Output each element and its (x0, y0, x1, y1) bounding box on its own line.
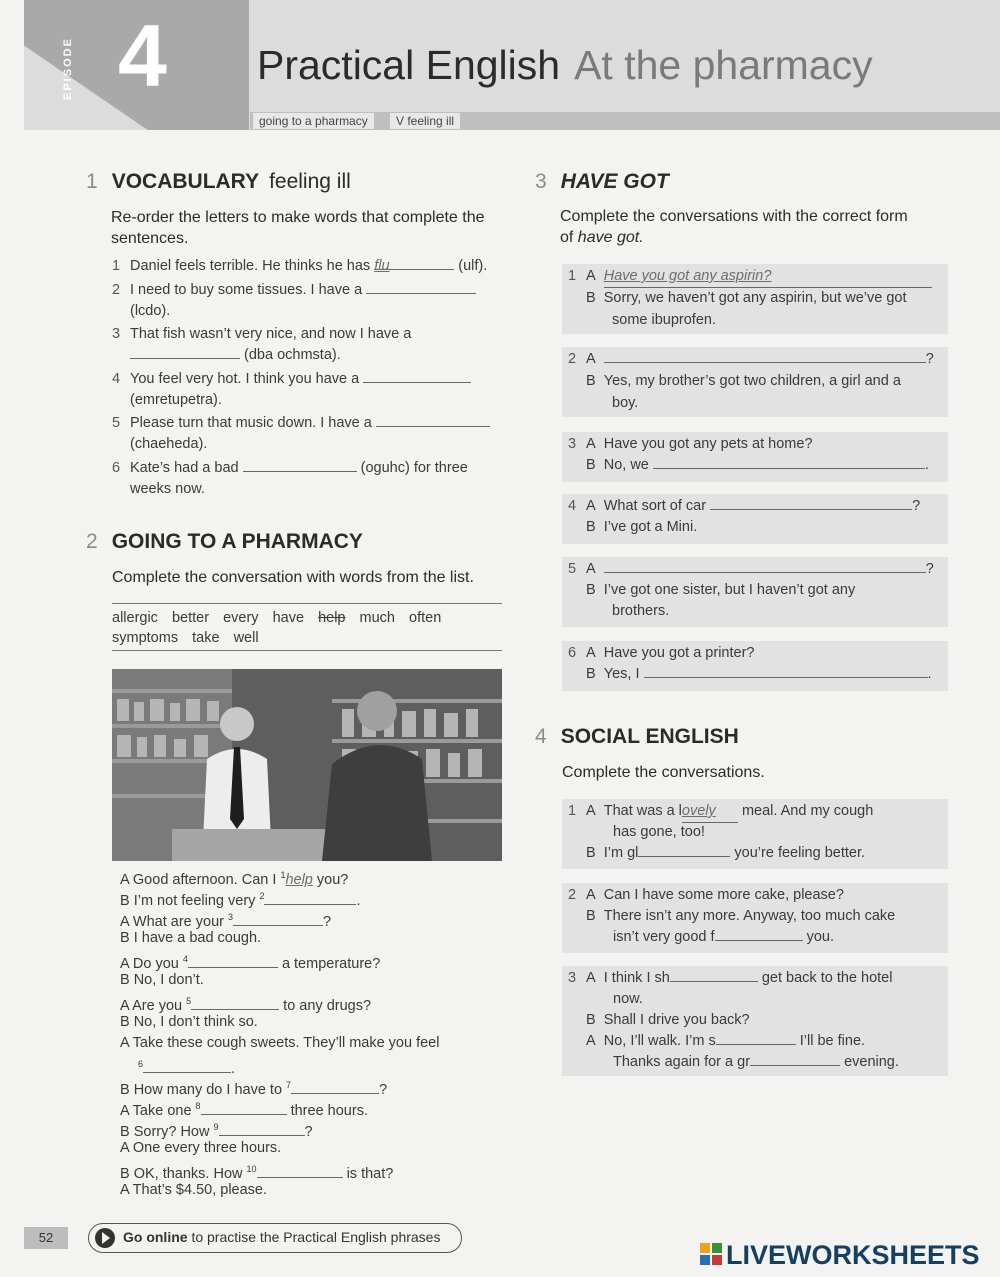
have-got-4-a (568, 496, 920, 517)
section-title: GOING TO A PHARMACY (111, 530, 363, 553)
line-text: Are you (132, 997, 183, 1014)
line-text: Sorry? How (133, 1123, 210, 1140)
speaker: A (120, 913, 129, 930)
have-got-2-b2: boy. (612, 395, 639, 411)
social-1-a2: has gone, too! (613, 824, 705, 840)
line-text: Yes, I (603, 666, 640, 682)
speaker-b: B (586, 845, 596, 861)
speaker: A (120, 1140, 129, 1156)
social-3-a (568, 968, 892, 989)
have-got-1-b2: some ibuprofen. (612, 312, 716, 328)
social-blank-3a[interactable] (670, 968, 758, 982)
speaker: B (120, 1014, 130, 1030)
have-got-5-b (568, 580, 855, 601)
line-text: Do you (132, 955, 179, 972)
item-text: I need to buy some tissues. I have a (130, 282, 363, 298)
have-got-3-b (568, 455, 929, 476)
section-title: SOCIAL ENGLISH (560, 725, 739, 748)
speaker-a: A (586, 1033, 596, 1049)
line-text-end: . (231, 1060, 236, 1077)
word-better: better (171, 610, 210, 626)
speaker: A (120, 1182, 129, 1198)
item-number: 2 (568, 887, 577, 903)
line-text-end: to any drugs? (283, 997, 372, 1014)
item-number: 3 (568, 436, 577, 452)
item-text: Please turn that music down. I have a (130, 415, 372, 431)
social-3-a4 (613, 1052, 899, 1073)
section-2-instructions: Complete the conversation with words from the list. (112, 569, 474, 586)
gap-number: 5 (186, 996, 192, 1006)
section-1-instructions: Re-order the letters to make words that complete the sentences. (111, 209, 485, 247)
item-text: Kate’s had a bad (130, 460, 239, 476)
social-blank-3b[interactable] (716, 1031, 796, 1045)
social-3-a3 (568, 1031, 865, 1052)
line-text: OK, thanks. How (133, 1165, 243, 1182)
liveworksheets-logo-icon (700, 1243, 722, 1265)
item-number: 5 (568, 561, 577, 577)
word-well: well (233, 630, 259, 646)
line-text-end: ? (304, 1123, 313, 1140)
filled-answer[interactable]: Have you got any aspirin? (604, 266, 932, 288)
line-text-end: you? (316, 871, 349, 888)
word-take: take (192, 630, 220, 646)
have-got-4-b (568, 517, 697, 538)
dialogue-blank-7[interactable] (291, 1080, 379, 1094)
title-sub: At the pharmacy (574, 42, 873, 88)
speaker-a: A (586, 498, 596, 514)
speaker-b: B (586, 457, 596, 473)
page-number: 52 (24, 1227, 68, 1249)
section-3-heading (535, 170, 669, 194)
item-text: Daniel feels terrible. He thinks he has (130, 258, 371, 274)
speaker-b: B (586, 519, 596, 535)
dialogue-line-14 (120, 1138, 281, 1159)
line-text: Yes, my brother’s got two children, a girl and a (603, 373, 901, 389)
vocab-item-3 (112, 324, 411, 345)
speaker: B (120, 892, 130, 909)
dialogue-line-6 (120, 970, 204, 991)
speaker: B (120, 1081, 130, 1098)
have-got-blank-5[interactable] (604, 559, 926, 573)
speaker: B (120, 1123, 130, 1140)
gap-number: 4 (182, 954, 188, 964)
line-text: Good afternoon. Can I (132, 871, 277, 888)
line-end: ? (925, 561, 934, 577)
dialogue-line-8 (120, 1012, 258, 1033)
line-text: I’ve got a Mini. (603, 519, 698, 535)
dialogue-blank-8[interactable] (201, 1101, 287, 1115)
item-text: That fish wasn’t very nice, and now I have a (130, 326, 412, 342)
section-3-instructions (560, 206, 960, 248)
item-number: 1 (568, 803, 577, 819)
dialogue-blank-10[interactable] (257, 1164, 343, 1178)
topic-strip (250, 112, 1000, 130)
answer-blank-5[interactable] (376, 413, 490, 427)
social-1-b (568, 843, 865, 864)
line-text-end: . (356, 892, 361, 909)
pharmacy-illustration (112, 669, 502, 861)
section-number: 3 (535, 170, 547, 193)
gap-number: 1 (280, 870, 286, 880)
item-hint: (oguhc) for three (360, 460, 468, 476)
line-text: I have a bad cough. (133, 930, 262, 946)
word-much: much (359, 610, 395, 626)
line-end: . (924, 457, 929, 473)
item-number: 3 (568, 970, 577, 986)
line-text: Take one (132, 1102, 192, 1119)
item-number: 5 (112, 415, 121, 431)
word-have: have (272, 610, 305, 626)
social-3-b (568, 1010, 750, 1031)
line-text: Shall I drive you back? (603, 1012, 750, 1028)
have-got-2-a (568, 349, 934, 370)
word-list (112, 603, 502, 651)
gap-number: 10 (246, 1164, 257, 1174)
word-list-row-2 (112, 628, 502, 648)
vocab-item-2 (112, 280, 476, 301)
have-got-1-a (568, 266, 932, 288)
filled-answer[interactable]: ovely (682, 801, 738, 823)
social-blank-1b[interactable] (638, 843, 730, 857)
section-number: 4 (535, 725, 547, 748)
social-blank-3c[interactable] (750, 1052, 840, 1066)
answer-blank-2[interactable] (366, 280, 476, 294)
pharmacy-photo (112, 669, 502, 861)
have-got-blank-4[interactable] (710, 496, 912, 510)
item-number: 2 (112, 282, 121, 298)
line-text: No, I’ll walk. I’m s (603, 1033, 716, 1049)
instructions-text: Complete the conversations with the correct form (560, 208, 908, 225)
speaker-a: A (586, 351, 596, 367)
line-end: ? (925, 351, 934, 367)
vocab-item-4-hint: (emretupetra). (130, 392, 222, 408)
line-text: I’m not feeling very (133, 892, 256, 909)
have-got-5-a (568, 559, 934, 580)
section-1-heading (86, 170, 351, 194)
go-online-bold: Go online (123, 1229, 188, 1245)
speaker-b: B (586, 582, 596, 598)
line-text: Take these cough sweets. They’ll make you feel (132, 1035, 440, 1051)
item-number: 3 (112, 326, 121, 342)
line-text: I’m gl (603, 845, 639, 861)
item-number: 4 (112, 371, 121, 387)
speaker-a: A (586, 561, 596, 577)
speaker: A (120, 955, 129, 972)
word-often: often (409, 610, 442, 626)
section-4-heading (535, 725, 739, 749)
line-text-end: a temperature? (281, 955, 381, 972)
have-got-5-b2: brothers. (612, 603, 670, 619)
line-text: Have you got a printer? (603, 645, 755, 661)
answer-blank-3[interactable] (130, 345, 240, 359)
line-text: That was a l (603, 803, 682, 819)
line-text: I’ve got one sister, but I haven’t got any (603, 582, 856, 598)
have-got-1-b (568, 288, 907, 309)
item-hint: (dba ochmsta). (244, 347, 341, 363)
dialogue-line-16 (120, 1180, 267, 1201)
have-got-6-a (568, 643, 754, 664)
have-got-blank-6[interactable] (644, 664, 928, 678)
item-number: 2 (568, 351, 577, 367)
line-text-end: ? (323, 913, 332, 930)
dialogue-blank-4[interactable] (188, 954, 278, 968)
section-number: 2 (86, 530, 98, 553)
line-text-end: evening. (844, 1054, 899, 1070)
social-2-a (568, 885, 844, 906)
instructions-keyword: have got. (577, 229, 644, 246)
line-text-end: ? (379, 1081, 388, 1098)
dialogue-blank-3[interactable] (233, 912, 323, 926)
speaker-b: B (586, 290, 596, 306)
line-text: What sort of car (603, 498, 707, 514)
dialogue-blank-6[interactable] (143, 1059, 231, 1073)
line-text: What are your (132, 913, 224, 930)
liveworksheets-brand[interactable]: LIVEWORKSHEETS (726, 1240, 980, 1270)
line-text: Can I have some more cake, please? (603, 887, 844, 903)
dialogue-line-9 (120, 1033, 439, 1054)
section-title: VOCABULARY (111, 170, 260, 193)
line-text: Have you got any pets at home? (603, 436, 813, 452)
line-text: I think I sh (603, 970, 670, 986)
speaker-b: B (586, 908, 596, 924)
line-text: No, I don’t think so. (133, 1014, 258, 1030)
vocab-item-2-hint: (lcdo). (130, 303, 171, 319)
line-text: That’s $4.50, please. (132, 1182, 268, 1198)
have-got-2-b (568, 371, 901, 392)
episode-number: 4 (118, 6, 167, 105)
line-text-end: you. (806, 929, 835, 945)
have-got-6-b (568, 664, 932, 685)
line-text-end: get back to the hotel (761, 970, 893, 986)
filled-answer: flu (374, 258, 390, 274)
social-2-b2 (613, 927, 834, 948)
answer-blank-4[interactable] (363, 369, 471, 383)
item-number: 4 (568, 498, 577, 514)
social-2-b (568, 906, 895, 927)
section-2-heading (86, 530, 363, 554)
word-help: help (318, 610, 346, 626)
word-every: every (223, 610, 259, 626)
speaker-a: A (586, 887, 596, 903)
line-text: How many do I have to (133, 1081, 283, 1098)
topic-chip-pharmacy: going to a pharmacy (253, 113, 374, 129)
episode-label: EPISODE (62, 37, 74, 100)
topic-chip-feeling-ill: V feeling ill (390, 113, 460, 129)
line-text: No, I don’t. (133, 972, 204, 988)
word-list-row-1 (112, 608, 502, 628)
go-online-link[interactable] (88, 1223, 462, 1253)
vocab-item-5 (112, 413, 490, 434)
speaker: A (120, 871, 129, 888)
have-got-blank-2[interactable] (604, 349, 926, 363)
gap-number: 3 (228, 912, 234, 922)
instructions-text-2: of (560, 229, 574, 246)
gap-number: 8 (195, 1101, 201, 1111)
vocab-item-6 (112, 458, 468, 479)
item-number: 1 (112, 258, 121, 274)
gap-number: 6 (138, 1059, 144, 1069)
section-4-instructions: Complete the conversations. (562, 764, 765, 781)
speaker: B (120, 1165, 130, 1182)
dialogue-blank-9[interactable] (219, 1122, 305, 1136)
line-text: Thanks again for a gr (613, 1054, 751, 1070)
dialogue-line-4 (120, 928, 261, 949)
line-end: . (927, 666, 932, 682)
page-title (257, 42, 873, 89)
dialogue-blank-5[interactable] (191, 996, 279, 1010)
vocab-item-3-line2 (130, 345, 341, 366)
filled-answer[interactable]: help (285, 871, 313, 888)
gap-number: 7 (286, 1080, 292, 1090)
line-text: isn’t very good f (613, 929, 715, 945)
vocab-item-1 (112, 256, 487, 277)
section-title: HAVE GOT (560, 170, 669, 193)
speaker-a: A (586, 803, 596, 819)
speaker-b: B (586, 373, 596, 389)
vocab-item-4 (112, 369, 471, 390)
gap-number: 9 (213, 1122, 219, 1132)
speaker: A (120, 997, 129, 1014)
line-text: One every three hours. (132, 1140, 282, 1156)
have-got-3-a (568, 434, 813, 455)
speaker-a: A (586, 970, 596, 986)
speaker: A (120, 1102, 129, 1119)
item-number: 6 (568, 645, 577, 661)
section-number: 1 (86, 170, 98, 193)
line-text-end: meal. And my cough (741, 803, 874, 819)
play-circle-icon (95, 1228, 115, 1248)
speaker: A (120, 1035, 129, 1051)
item-number: 6 (112, 460, 121, 476)
dialogue-blank-2[interactable] (264, 891, 356, 905)
social-3-a2: now. (613, 991, 643, 1007)
speaker-b: B (586, 666, 596, 682)
line-text-end: you’re feeling better. (734, 845, 866, 861)
line-text: There isn’t any more. Anyway, too much cake (603, 908, 896, 924)
answer-blank-6[interactable] (243, 458, 357, 472)
line-text: Sorry, we haven’t got any aspirin, but we’ve got (603, 290, 907, 306)
word-allergic: allergic (112, 610, 158, 626)
section-subtitle: feeling ill (269, 170, 351, 193)
speaker: B (120, 972, 130, 988)
line-end: ? (912, 498, 921, 514)
social-blank-2[interactable] (715, 927, 803, 941)
go-online-text: to practise the Practical English phrases (191, 1229, 441, 1245)
line-text-end: three hours. (290, 1102, 368, 1119)
gap-number: 2 (259, 891, 265, 901)
answer-blank-1[interactable] (374, 256, 454, 274)
social-1-a (568, 801, 873, 823)
item-text: You feel very hot. I think you have a (130, 371, 360, 387)
item-hint: (ulf). (458, 258, 488, 274)
have-got-blank-3[interactable] (653, 455, 925, 469)
title-main: Practical English (257, 42, 561, 88)
line-text-end: I’ll be fine. (799, 1033, 866, 1049)
line-text: No, we (603, 457, 649, 473)
speaker-a: A (586, 436, 596, 452)
word-symptoms: symptoms (112, 630, 179, 646)
speaker-a: A (586, 268, 596, 284)
vocab-item-5-hint: (chaeheda). (130, 436, 208, 452)
speaker-b: B (586, 1012, 596, 1028)
speaker: B (120, 930, 130, 946)
speaker-a: A (586, 645, 596, 661)
vocab-item-6-line2: weeks now. (130, 481, 205, 497)
line-text-end: is that? (346, 1165, 394, 1182)
item-number: 1 (568, 268, 577, 284)
